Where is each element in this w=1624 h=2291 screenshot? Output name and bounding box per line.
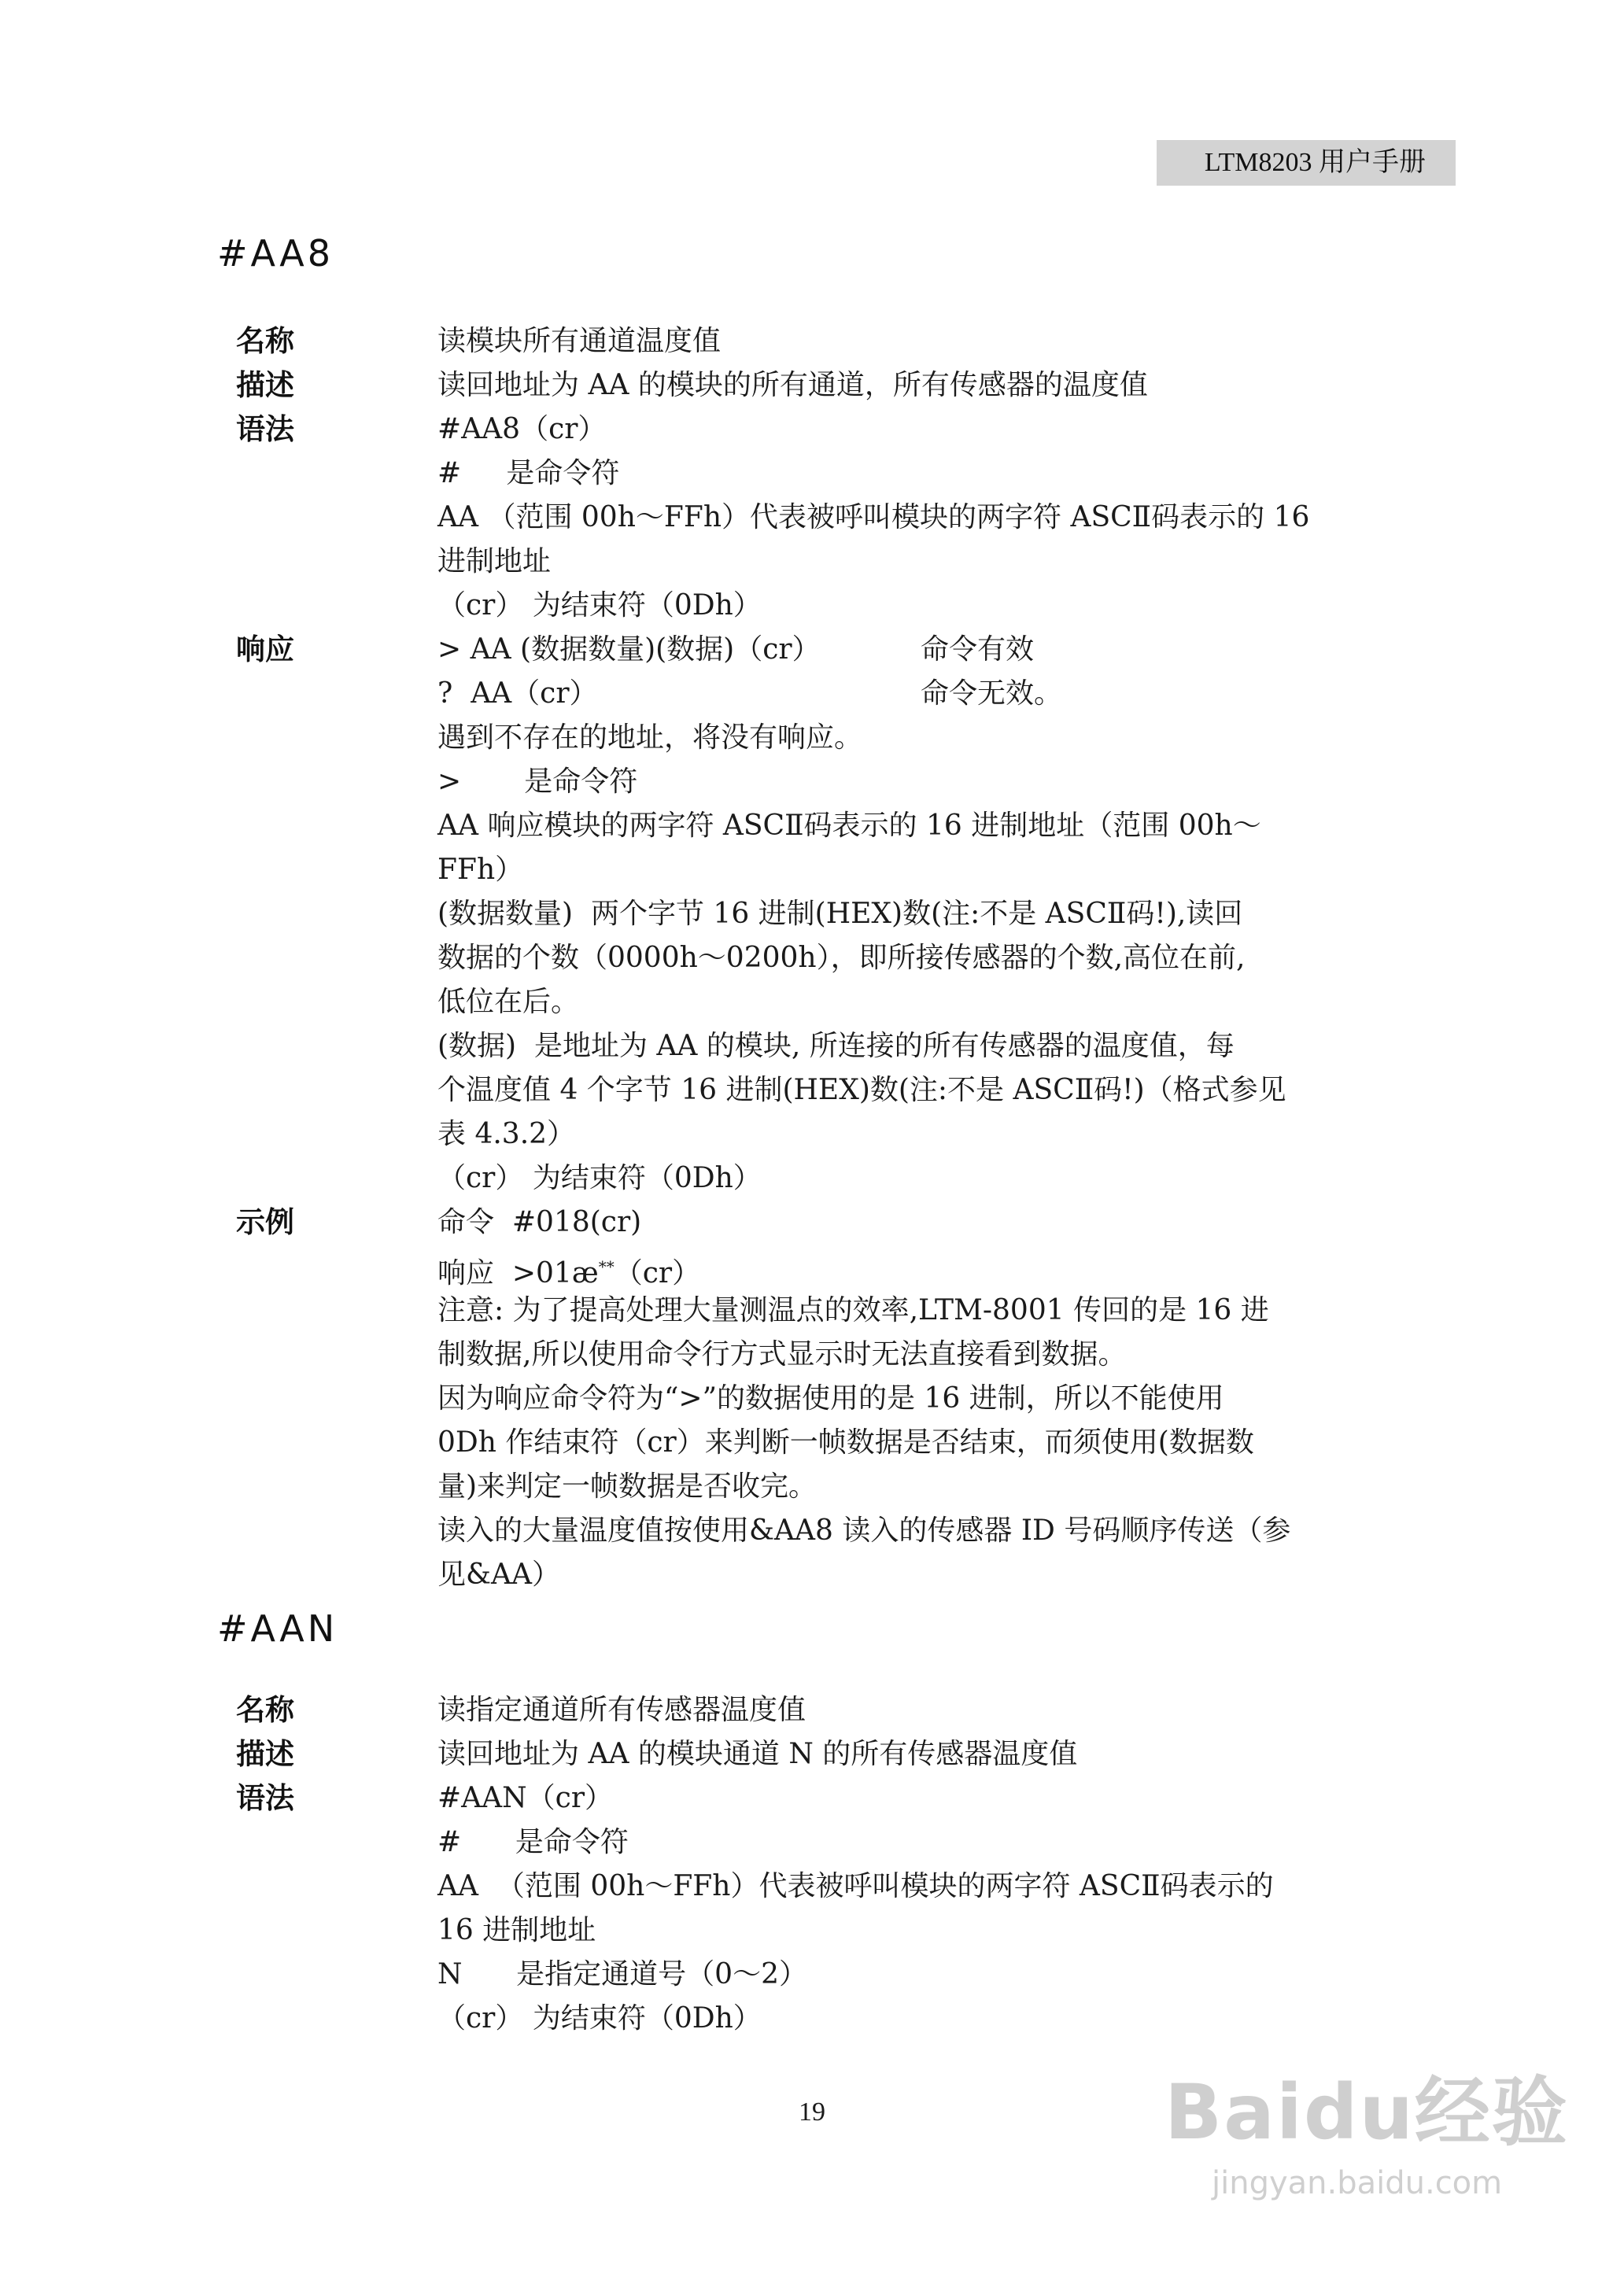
response-line: 数据的个数（0000h～0200h），即所接传感器的个数,高位在前,: [437, 942, 1246, 974]
response-line: > 是命令符: [437, 766, 638, 798]
syntax-line: AA （范围 00h～FFh）代表被呼叫模块的两字符 ASCⅡ码表示的: [437, 1870, 1274, 1902]
syntax-line: #AAN（cr）: [437, 1782, 614, 1814]
response-line: （cr） 为结束符（0Dh）: [437, 1162, 762, 1194]
label-desc: 描述: [236, 1737, 294, 1771]
syntax-line: （cr） 为结束符（0Dh）: [437, 2002, 762, 2035]
example-line: 制数据,所以使用命令行方式显示时无法直接看到数据。: [437, 1338, 1127, 1371]
example-line: 因为响应命令符为“>”的数据使用的是 16 进制，所以不能使用: [437, 1382, 1224, 1415]
watermark: [1149, 2038, 1574, 2226]
response-line: 个温度值 4 个字节 16 进制(HEX)数(注:不是 ASCⅡ码!)（格式参见: [437, 1074, 1286, 1106]
response-valid-note: 命令有效: [921, 633, 1035, 666]
example-line: 见&AA）: [437, 1559, 561, 1591]
example-command: 命令 #018(cr): [437, 1206, 642, 1238]
label-name: 名称: [236, 324, 294, 358]
example-line: 0Dh 作结束符（cr）来判断一帧数据是否结束，而须使用(数据数: [437, 1426, 1254, 1459]
syntax-line: # 是命令符: [437, 1826, 629, 1858]
name-text: 读模块所有通道温度值: [437, 325, 722, 357]
label-syntax: 语法: [236, 412, 294, 446]
desc-text: 读回地址为 AA 的模块的所有通道，所有传感器的温度值: [437, 369, 1148, 401]
example-response-suffix: （cr）: [614, 1257, 701, 1289]
example-line: 量)来判定一帧数据是否收完。: [437, 1470, 818, 1503]
response-valid-cmd: > AA (数据数量)(数据)（cr）: [437, 633, 821, 666]
syntax-line: AA （范围 00h～FFh）代表被呼叫模块的两字符 ASCⅡ码表示的 16: [437, 501, 1310, 533]
label-desc: 描述: [236, 368, 294, 402]
label-response: 响应: [236, 633, 294, 666]
response-line: (数据) 是地址为 AA 的模块, 所连接的所有传感器的温度值，每: [437, 1030, 1235, 1062]
response-line: AA 响应模块的两字符 ASCⅡ码表示的 16 进制地址（范围 00h～: [437, 810, 1261, 842]
syntax-line: # 是命令符: [437, 457, 620, 489]
syntax-line: N 是指定通道号（0～2）: [437, 1958, 807, 1990]
watermark-url: jingyan.baidu.com: [1212, 2165, 1503, 2201]
label-name: 名称: [236, 1693, 294, 1727]
syntax-line: 进制地址: [437, 545, 552, 577]
example-response-prefix: 响应 >01æ: [437, 1257, 599, 1289]
response-line: FFh）: [437, 854, 524, 886]
example-response-sup: **: [598, 1257, 615, 1276]
example-line: 注意: 为了提高处理大量测温点的效率,LTM-8001 传回的是 16 进: [437, 1294, 1269, 1326]
desc-text: 读回地址为 AA 的模块通道 N 的所有传感器温度值: [437, 1738, 1078, 1770]
response-line: 低位在后。: [437, 986, 580, 1018]
example-line: 读入的大量温度值按使用&AA8 读入的传感器 ID 号码顺序传送（参: [437, 1514, 1291, 1547]
label-example: 示例: [236, 1205, 294, 1239]
section-title-aan: #AAN: [217, 1607, 338, 1650]
response-line: 表 4.3.2）: [437, 1118, 576, 1150]
header-title: LTM8203 用户手册: [1157, 140, 1456, 186]
syntax-line: 16 进制地址: [437, 1914, 596, 1946]
response-invalid-cmd: ? AA（cr）: [437, 677, 598, 710]
label-syntax: 语法: [236, 1781, 294, 1815]
response-line: (数据数量) 两个字节 16 进制(HEX)数(注:不是 ASCⅡ码!),读回: [437, 898, 1243, 930]
response-invalid-note: 命令无效。: [921, 677, 1063, 710]
syntax-line: （cr） 为结束符（0Dh）: [437, 589, 762, 622]
section-title-aa8: #AA8: [217, 232, 334, 275]
response-line: 遇到不存在的地址，将没有响应。: [437, 721, 863, 754]
page-number: 19: [799, 2097, 825, 2127]
syntax-line: #AA8（cr）: [437, 413, 607, 445]
name-text: 读指定通道所有传感器温度值: [437, 1694, 806, 1726]
watermark-logo: Baidu经验: [1164, 2068, 1569, 2156]
